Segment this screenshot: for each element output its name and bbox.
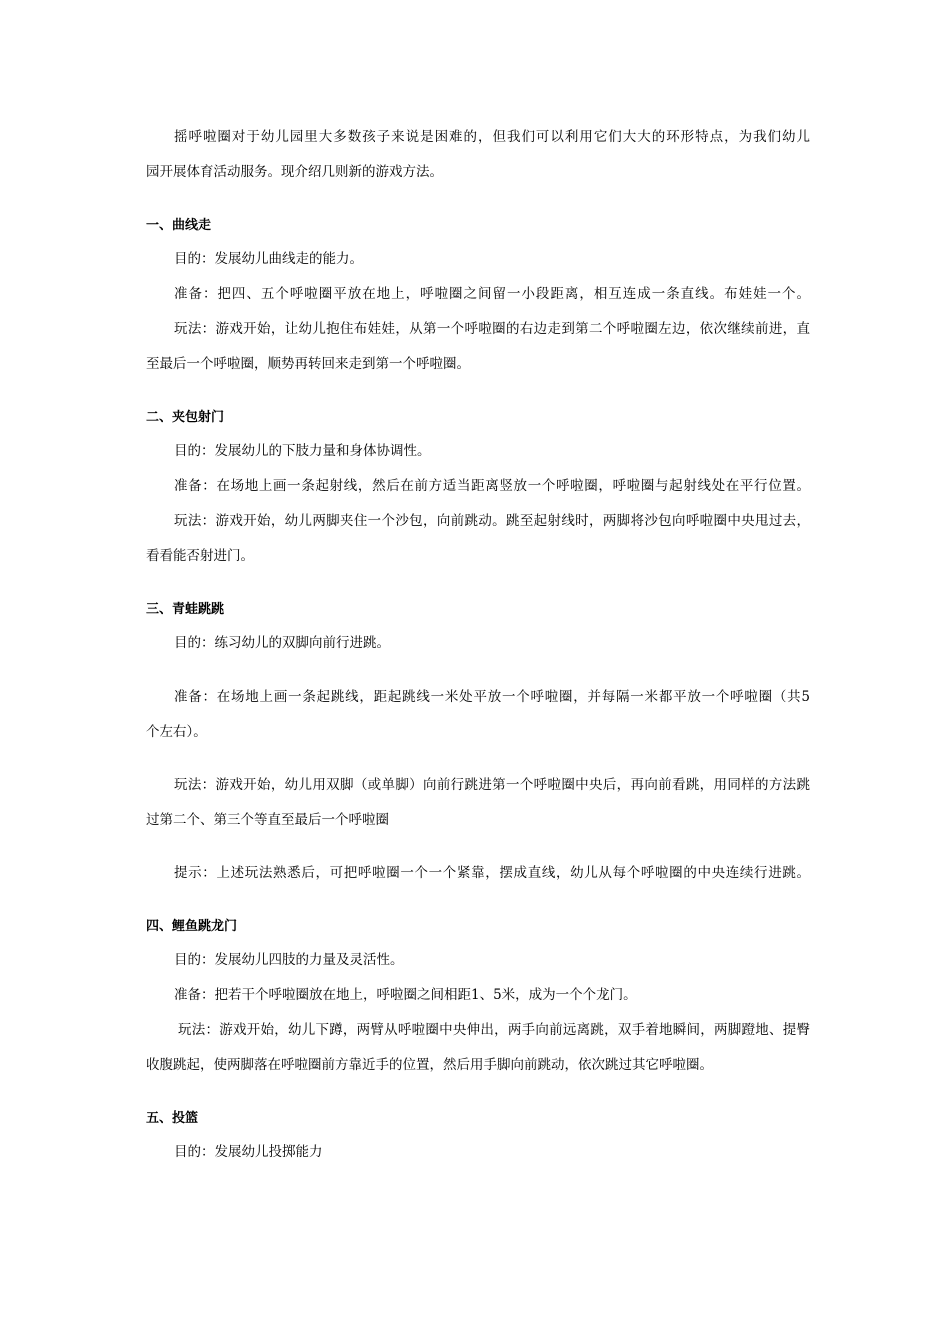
section-3-tip: 提示：上述玩法熟悉后，可把呼啦圈一个一个紧靠，摆成直线，幼儿从每个呼啦圈的中央连续行进跳。 xyxy=(174,865,810,881)
intro-line-2: 园开展体育活动服务。现介绍几则新的游戏方法。 xyxy=(146,164,443,180)
section-2-heading: 二、夹包射门 xyxy=(146,410,225,425)
section-2-play-line-2: 看看能否射进门。 xyxy=(146,548,254,564)
section-3-goal: 目的：练习幼儿的双脚向前行进跳。 xyxy=(174,635,390,651)
section-5-heading: 五、投篮 xyxy=(146,1111,199,1126)
section-4-prep: 准备：把若干个呼啦圈放在地上，呼啦圈之间相距1、5米，成为一个个龙门。 xyxy=(174,987,637,1003)
section-4-play-line-1: 玩法：游戏开始，幼儿下蹲，两臂从呼啦圈中央伸出，两手向前远离跳，双手着地瞬间，两脚蹬地、提臀 xyxy=(178,1022,810,1038)
section-5-goal: 目的：发展幼儿投掷能力 xyxy=(174,1144,323,1160)
section-4-heading: 四、鲤鱼跳龙门 xyxy=(146,919,238,934)
section-1-prep: 准备：把四、五个呼啦圈平放在地上，呼啦圈之间留一小段距离，相互连成一条直线。布娃娃一个。 xyxy=(174,286,810,302)
section-4-play-line-2: 收腹跳起，使两脚落在呼啦圈前方靠近手的位置，然后用手脚向前跳动，依次跳过其它呼啦圈。 xyxy=(146,1057,713,1073)
section-3-play-line-2: 过第二个、第三个等直至最后一个呼啦圈 xyxy=(146,812,389,828)
section-2-goal: 目的：发展幼儿的下肢力量和身体协调性。 xyxy=(174,443,431,459)
section-1-heading: 一、曲线走 xyxy=(146,218,212,233)
section-4-goal: 目的：发展幼儿四肢的力量及灵活性。 xyxy=(174,952,404,968)
section-2-prep: 准备：在场地上画一条起射线，然后在前方适当距离竖放一个呼啦圈，呼啦圈与起射线处在平行位置。 xyxy=(174,478,810,494)
intro-line-1: 摇呼啦圈对于幼儿园里大多数孩子来说是困难的，但我们可以利用它们大大的环形特点，为我们幼儿 xyxy=(174,129,810,145)
section-3-prep-line-2: 个左右）。 xyxy=(146,724,207,740)
section-1-play-line-1: 玩法：游戏开始，让幼儿抱住布娃娃，从第一个呼啦圈的右边走到第二个呼啦圈左边，依次继续前进，直 xyxy=(174,321,810,337)
section-2-play-line-1: 玩法：游戏开始，幼儿两脚夹住一个沙包，向前跳动。跳至起射线时，两脚将沙包向呼啦圈中央甩过去， xyxy=(174,513,810,529)
section-1-play-line-2: 至最后一个呼啦圈，顺势再转回来走到第一个呼啦圈。 xyxy=(146,356,470,372)
section-1-goal: 目的：发展幼儿曲线走的能力。 xyxy=(174,251,363,267)
section-3-prep-line-1: 准备：在场地上画一条起跳线，距起跳线一米处平放一个呼啦圈，并每隔一米都平放一个呼啦圈（共5 xyxy=(174,689,810,705)
section-3-heading: 三、青蛙跳跳 xyxy=(146,602,225,617)
section-3-play-line-1: 玩法：游戏开始，幼儿用双脚（或单脚）向前行跳进第一个呼啦圈中央后，再向前看跳，用同样的方法跳 xyxy=(174,777,810,793)
